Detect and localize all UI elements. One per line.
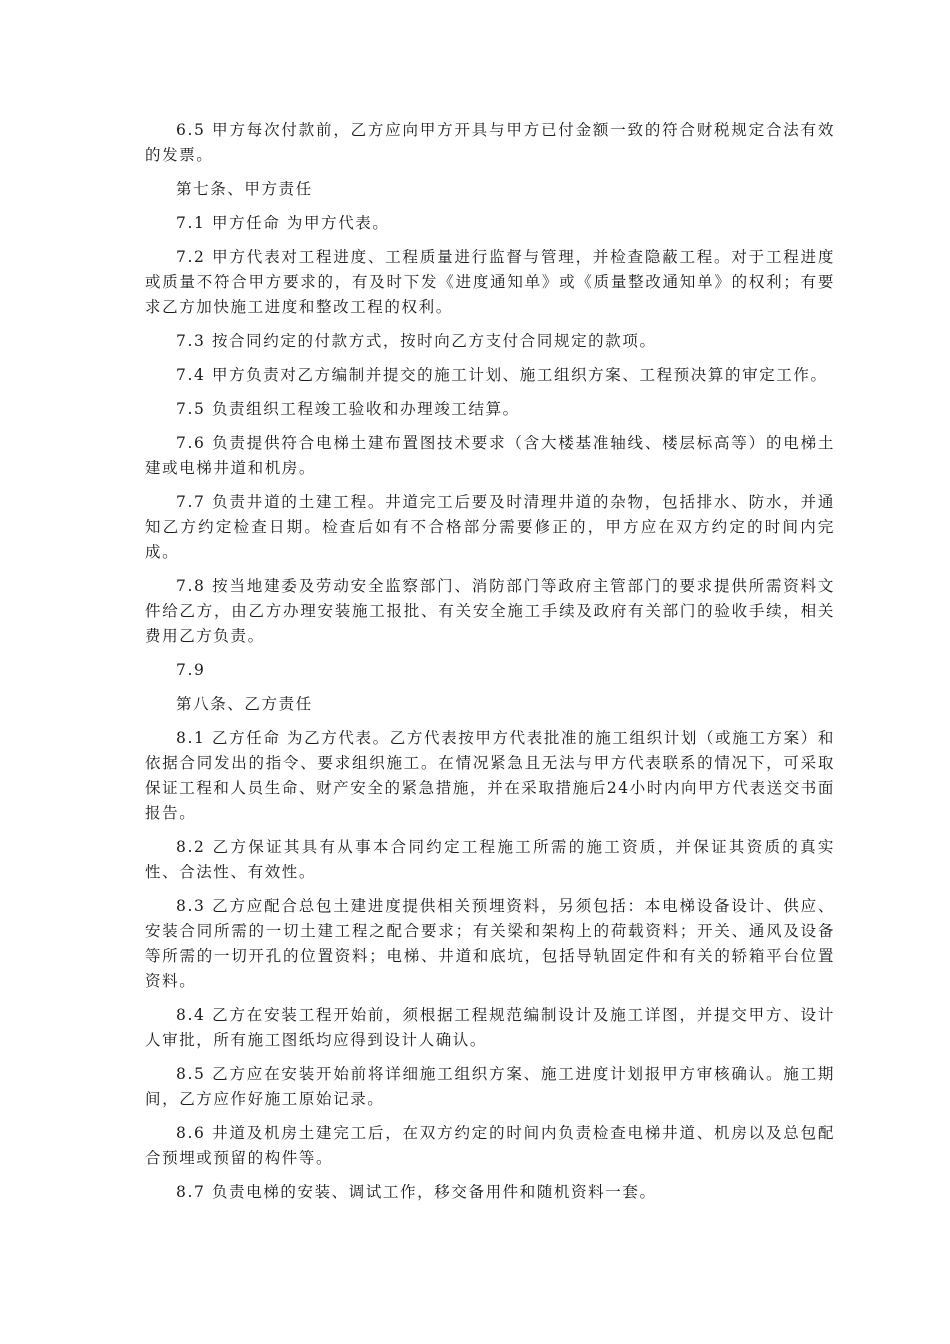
paragraph-7-3: 7.3 按合同约定的付款方式，按时向乙方支付合同规定的款项。	[176, 332, 657, 350]
paragraph-7-8: 7.8 按当地建委及劳动安全监察部门、消防部门等政府主管部门的要求提供所需资料文件给乙方，由乙方办理安装施工报批、有关安全施工手续及政府有关部门的验收手续，相关费用乙方负责。	[145, 577, 835, 645]
paragraph-8-2: 8.2 乙方保证其具有从事本合同约定工程施工所需的施工资质，并保证其资质的真实性、合法性、有效性。	[145, 838, 835, 881]
paragraph-8-3: 8.3 乙方应配合总包土建进度提供相关预埋资料，另须包括：本电梯设备设计、供应、安装合同所需的一切土建工程之配合要求；有关梁和架构上的荷载资料；开关、通风及设备等所需的一切开孔的位置资料；电梯、井道和底坑，包括导轨固定件和有关的轿箱平台位置资料。	[145, 897, 835, 990]
paragraph-7-1: 7.1 甲方任命 为甲方代表。	[176, 214, 390, 232]
paragraph-7-4: 7.4 甲方负责对乙方编制并提交的施工计划、施工组织方案、工程预决算的审定工作。	[176, 366, 828, 384]
paragraph-7-7: 7.7 负责井道的土建工程。井道完工后要及时清理井道的杂物，包括排水、防水，并通知乙方约定检查日期。检查后如有不合格部分需要修正的，甲方应在双方约定的时间内完成。	[145, 493, 835, 561]
paragraph-8-6: 8.6 井道及机房土建完工后，在双方约定的时间内负责检查电梯井道、机房以及总包配合预埋或预留的构件等。	[145, 1124, 835, 1167]
heading-article-8: 第八条、乙方责任	[176, 695, 313, 713]
paragraph-8-4: 8.4 乙方在安装工程开始前，须根据工程规范编制设计及施工详图，并提交甲方、设计人审批，所有施工图纸均应得到设计人确认。	[145, 1006, 835, 1049]
paragraph-7-5: 7.5 负责组织工程竣工验收和办理竣工结算。	[176, 400, 520, 418]
paragraph-6-5: 6.5 甲方每次付款前，乙方应向甲方开具与甲方已付金额一致的符合财税规定合法有效的发票。	[145, 121, 835, 164]
paragraph-7-2: 7.2 甲方代表对工程进度、工程质量进行监督与管理，并检查隐蔽工程。对于工程进度或质量不符合甲方要求的，有及时下发《进度通知单》或《质量整改通知单》的权利；有要求乙方加快施工进度和整改工程的权利。	[145, 248, 835, 316]
heading-article-7: 第七条、甲方责任	[176, 180, 313, 198]
paragraph-7-9: 7.9	[176, 661, 206, 679]
document-body	[145, 118, 835, 1214]
paragraph-8-7: 8.7 负责电梯的安装、调试工作，移交备用件和随机资料一套。	[176, 1183, 657, 1201]
paragraph-8-5: 8.5 乙方应在安装开始前将详细施工组织方案、施工进度计划报甲方审核确认。施工期间，乙方应作好施工原始记录。	[145, 1065, 835, 1108]
paragraph-7-6: 7.6 负责提供符合电梯土建布置图技术要求（含大楼基准轴线、楼层标高等）的电梯土建或电梯井道和机房。	[145, 434, 835, 477]
paragraph-8-1: 8.1 乙方任命 为乙方代表。乙方代表按甲方代表批准的施工组织计划（或施工方案）和依据合同发出的指令、要求组织施工。在情况紧急且无法与甲方代表联系的情况下，可采取保证工程和人员生命、财产安全的紧急措施，并在采取措施后24小时内向甲方代表送交书面报告。	[145, 729, 835, 822]
